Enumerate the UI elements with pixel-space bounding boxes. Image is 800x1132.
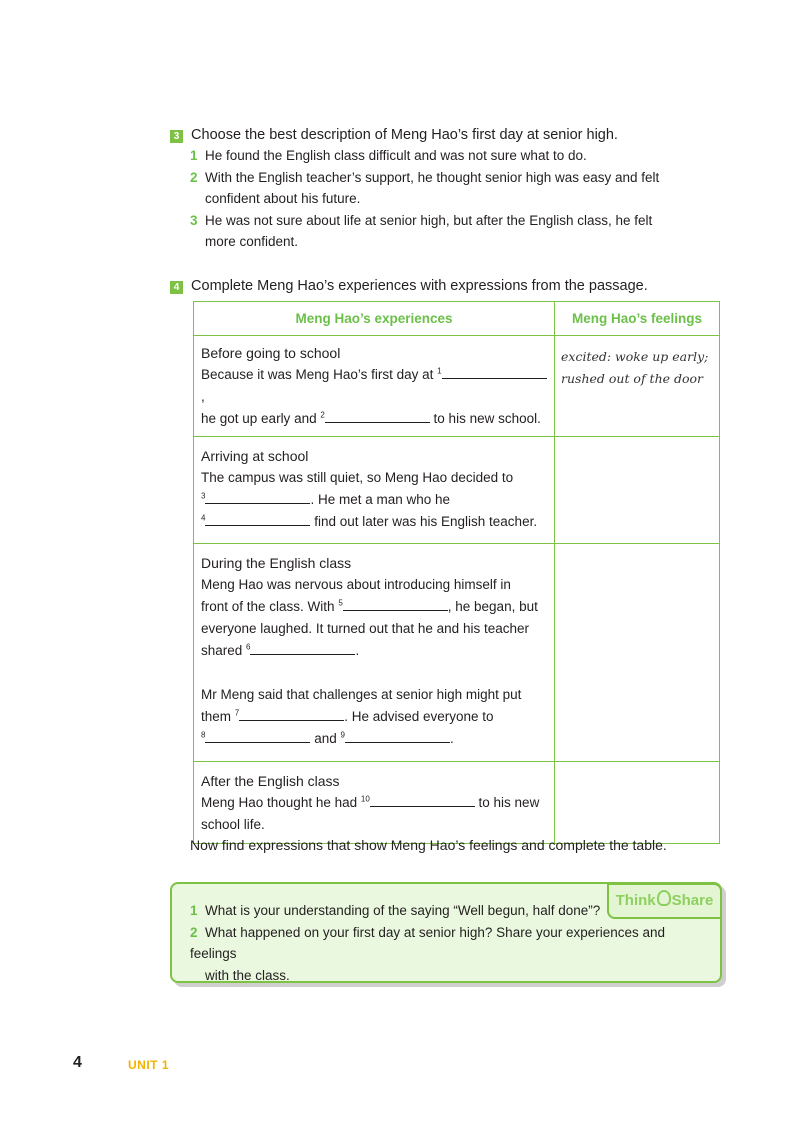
answer-blank-1[interactable]	[442, 365, 547, 379]
exercise-3	[170, 127, 730, 253]
answer-blank-6[interactable]	[250, 641, 355, 655]
row-title: During the English class	[201, 555, 352, 571]
table-row: During the English class Meng Hao was nervous about introducing himself in front of the class. With $^5$ , he began, but everyone laughed. It turned out that he and his teacher shared $^6$ . Mr Meng said that challenges at senior high might put them $^7$ . He advised everyone to $^8$ and $^9$ .	[194, 544, 720, 762]
feeling-cell[interactable]	[555, 437, 720, 544]
row-title: Arriving at school	[201, 448, 309, 464]
answer-blank-2[interactable]	[325, 409, 430, 423]
table-row: Arriving at school The campus was still quiet, so Meng Hao decided to $^3$ . He met a man who he $^4$ find out later was his English teacher.	[194, 437, 720, 544]
exercise-3-heading	[170, 127, 730, 143]
row-title: Before going to school	[201, 345, 341, 361]
option-2[interactable]: 2 With the English teacher’s support, he thought senior high was easy and felt confident about his future.	[190, 169, 660, 206]
exercise-number-badge: 4	[170, 281, 183, 294]
exercise-4-heading	[170, 278, 648, 294]
feeling-cell[interactable]	[555, 544, 720, 762]
unit-label: UNIT 1	[128, 1058, 170, 1072]
answer-blank-8[interactable]	[205, 729, 310, 743]
table-row: Before going to school Because it was Meng Hao’s first day at $^1$, he got up early and $^2$ to his new school. excited: woke up early; rushed out of the door	[194, 336, 720, 437]
option-3[interactable]: 3 He was not sure about life at senior high, but after the English class, he felt more confident.	[190, 212, 653, 249]
followup-instruction: Now find expressions that show Meng Hao’s feelings and complete the table.	[190, 837, 667, 853]
answer-blank-4[interactable]	[205, 512, 310, 526]
lightbulb-icon	[657, 890, 671, 906]
exercise-number-badge: 3	[170, 130, 183, 143]
column-header-feelings: Meng Hao’s feelings	[555, 302, 720, 336]
answer-blank-10[interactable]	[370, 793, 475, 807]
exercise-4-prompt: Complete Meng Hao’s experiences with expressions from the passage.	[191, 278, 648, 294]
answer-blank-3[interactable]	[205, 490, 310, 504]
discussion-question-2: 2 What happened on your first day at senior high? Share your experiences and feelings with the class.	[190, 924, 666, 983]
answer-blank-7[interactable]	[239, 707, 344, 721]
table-row: After the English class Meng Hao thought he had $^{10}$ to his new school life.	[194, 762, 720, 844]
answer-blank-9[interactable]	[345, 729, 450, 743]
think-share-tag: Think Share	[607, 883, 722, 919]
discussion-question-1: 1 What is your understanding of the saying “Well begun, half done”?	[190, 903, 601, 918]
column-header-experiences: Meng Hao’s experiences	[194, 302, 555, 336]
answer-blank-5[interactable]	[343, 597, 448, 611]
exercise-3-prompt: Choose the best description of Meng Hao’s first day at senior high.	[191, 127, 618, 143]
option-1[interactable]: 1 He found the English class difficult and was not sure what to do.	[190, 148, 587, 163]
feeling-cell[interactable]	[555, 762, 720, 844]
page-number: 4	[73, 1054, 82, 1071]
feeling-example: excited: woke up early; rushed out of the door	[561, 349, 709, 386]
experiences-table	[193, 301, 720, 844]
row-title: After the English class	[201, 773, 340, 789]
